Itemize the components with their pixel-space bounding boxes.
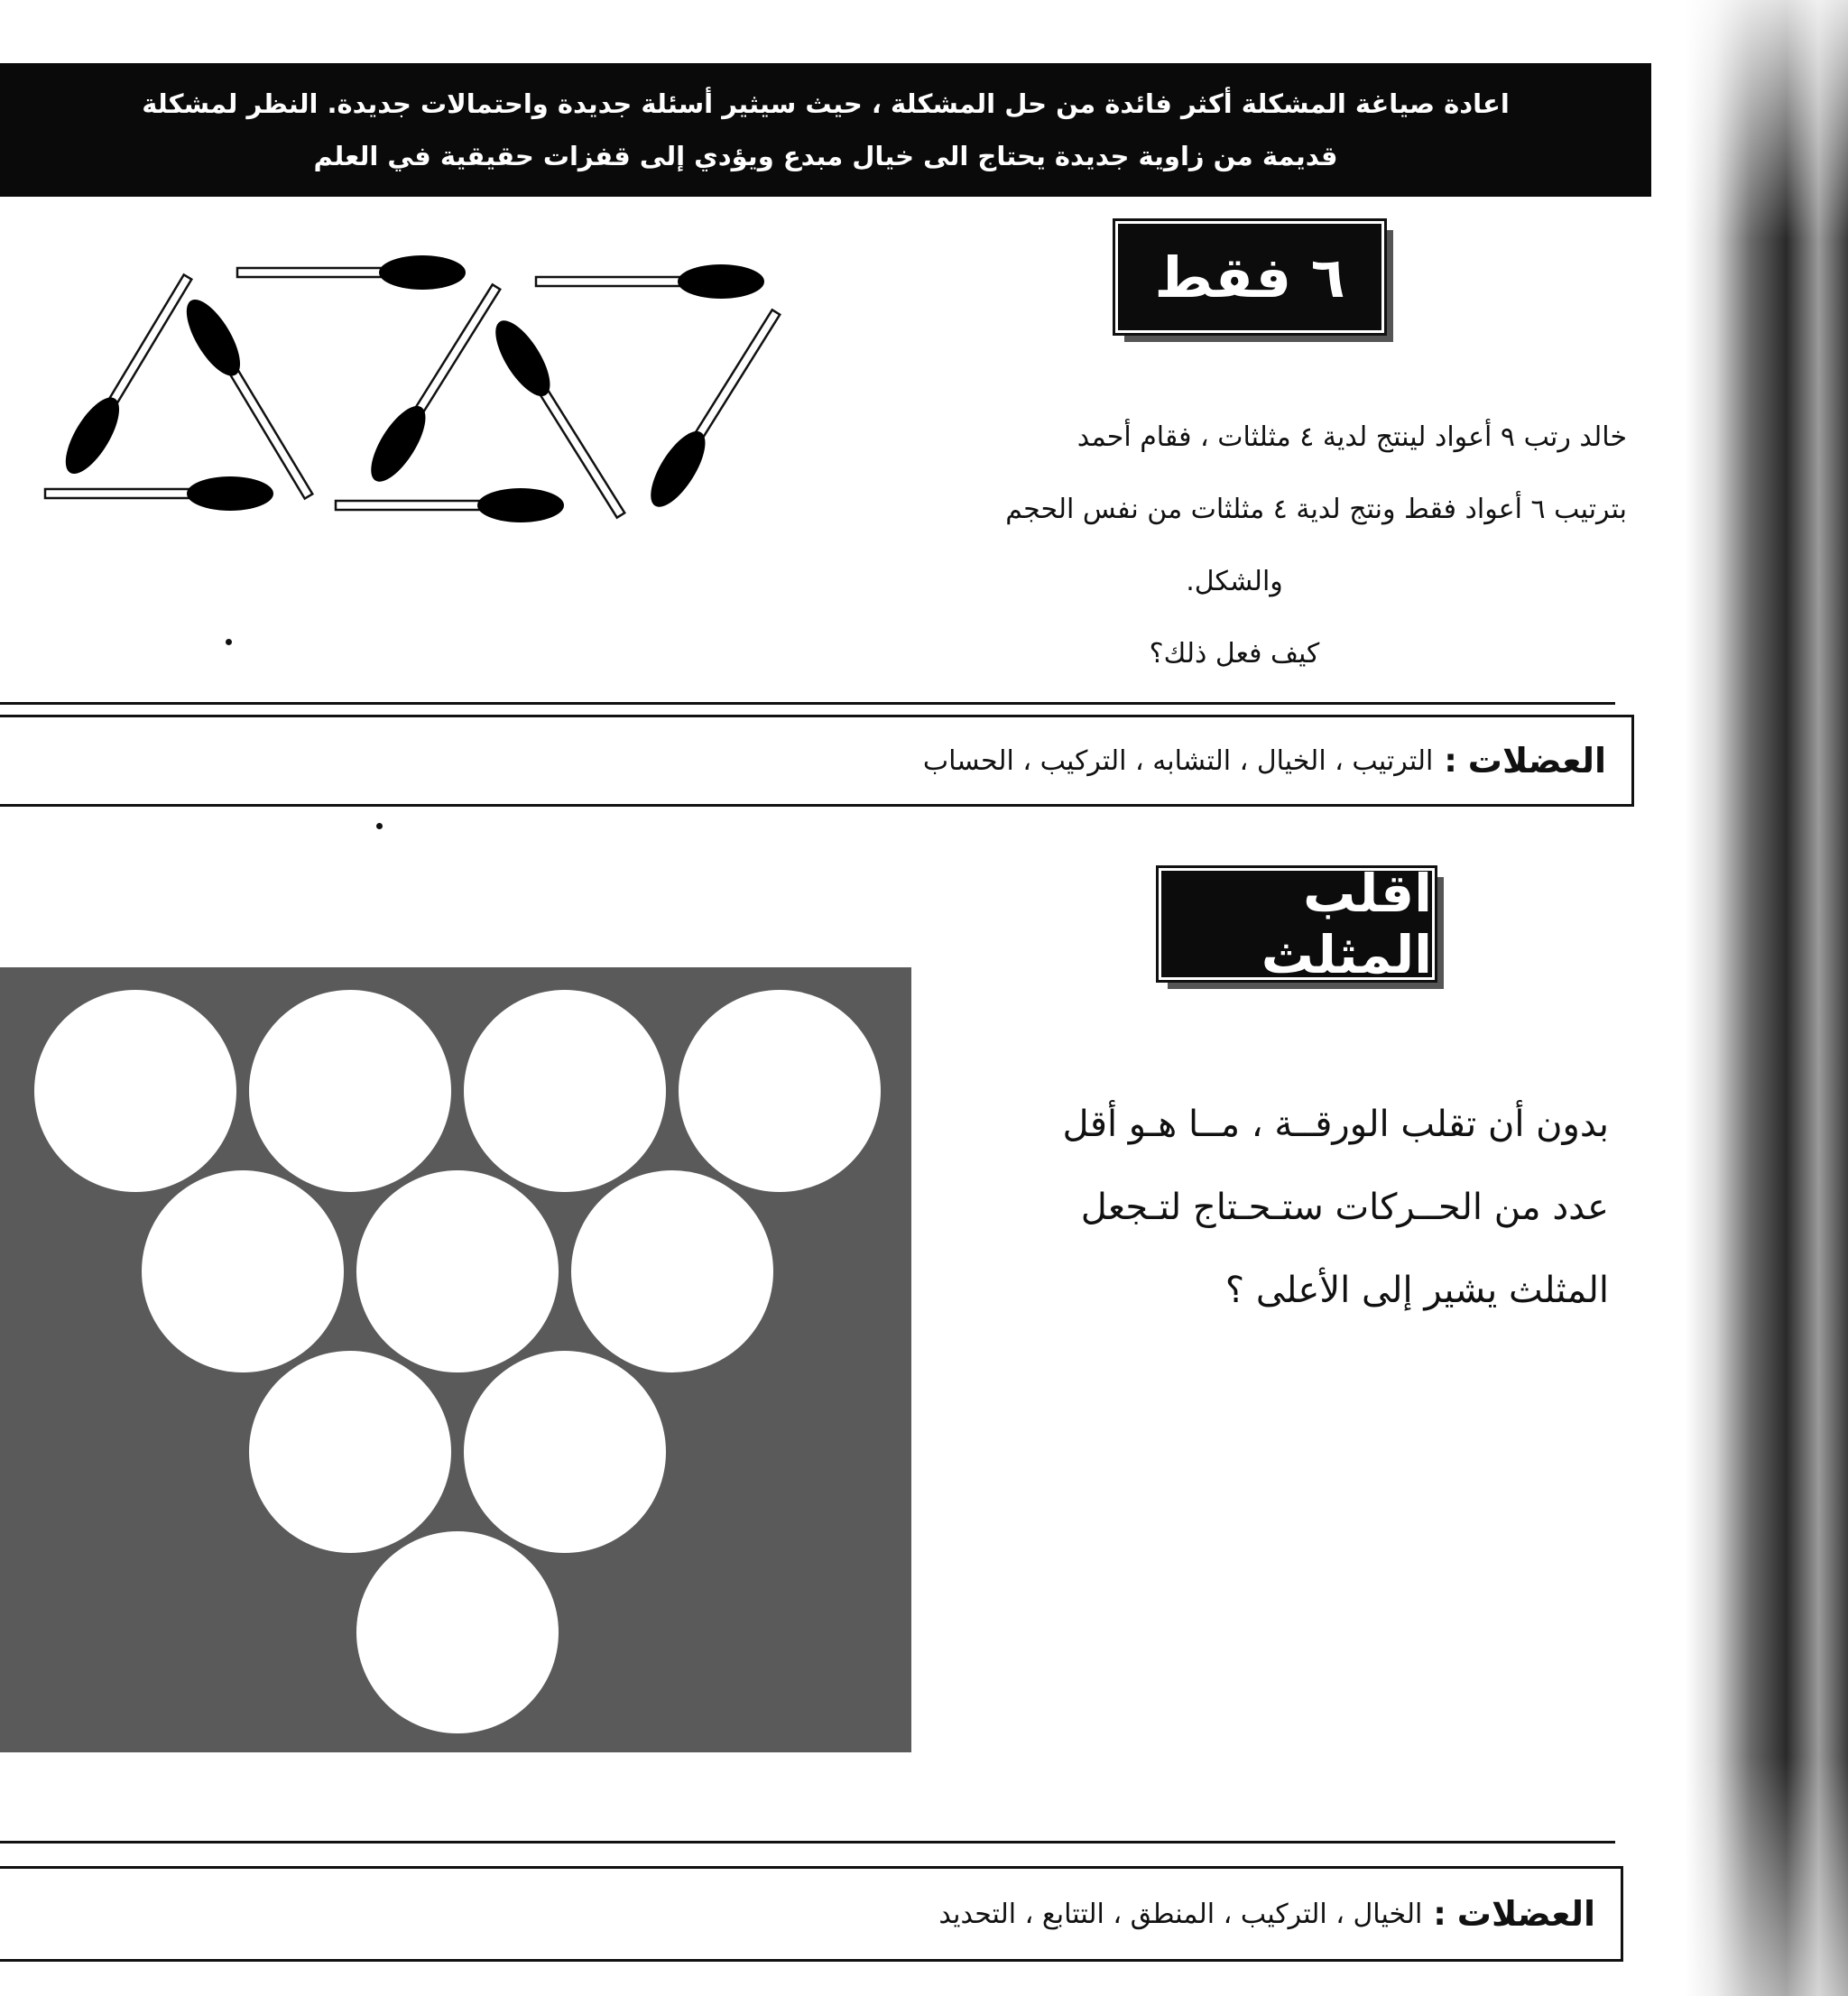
banner-line-2: قديمة من زاوية جديدة يحتاج الى خيال مبدع ويؤدي إلى قفزات حقيقية في العلم (313, 141, 1338, 171)
circle-coin (464, 990, 666, 1192)
matchsticks-figure (18, 244, 812, 541)
muscles-separator: : (1444, 742, 1457, 780)
puzzle1-question: كيف فعل ذلك؟ (1149, 638, 1320, 670)
matchstick-4 (237, 255, 466, 290)
circle-coin (464, 1351, 666, 1553)
circle-coin (34, 990, 236, 1192)
page-edge-fade (1686, 0, 1848, 1996)
print-speck (376, 823, 383, 829)
puzzle1-line-3: والشكل. (1186, 566, 1283, 597)
muscles-skills: الترتيب ، الخيال ، التشابه ، التركيب ، الحساب (922, 744, 1434, 777)
print-speck (226, 639, 232, 645)
puzzle2-line-3: المثلث يشير إلى الأعلى ؟ (1224, 1270, 1609, 1311)
puzzle1-line-1: خالد رتب ٩ أعواد لينتج لدية ٤ مثلثات ، فقام أحمد (1076, 421, 1627, 453)
muscles-label: العضلات (1456, 1894, 1595, 1934)
puzzle1-line-2: بترتيب ٦ أعواد فقط ونتج لدية ٤ مثلثات من نفس الحجم (1005, 494, 1627, 525)
puzzle1-muscles-box (0, 715, 1634, 807)
muscles-separator: : (1433, 1895, 1446, 1933)
circle-coin (571, 1170, 773, 1372)
circle-coin (249, 990, 451, 1192)
puzzle1-title: ٦ فقط (1115, 221, 1384, 333)
circles-triangle-panel (0, 967, 911, 1752)
puzzle1-description (860, 402, 1627, 690)
separator-line (0, 1841, 1615, 1844)
circle-coin (356, 1170, 559, 1372)
muscles-label: العضلات (1467, 741, 1606, 781)
matchstick-5 (361, 278, 511, 490)
intro-banner (0, 63, 1651, 197)
puzzle2-muscles-box (0, 1866, 1623, 1962)
puzzle2-description (1031, 1083, 1609, 1332)
circle-coin (142, 1170, 344, 1372)
puzzle2-line-2: عدد من الحــركات ستـحـتاج لتـجعل (1080, 1187, 1609, 1228)
matchstick-7 (536, 264, 764, 299)
banner-line-1: اعادة صياغة المشكلة أكثر فائدة من حل المشكلة ، حيث سيثير أسئلة جديدة واحتمالات جديدة. النظر لمشكلة (142, 88, 1510, 119)
matchstick-2 (176, 291, 323, 504)
matchstick-6 (336, 488, 564, 522)
matchstick-3 (45, 476, 273, 511)
muscles-skills: الخيال ، التركيب ، المنطق ، التتابع ، التحديد (938, 1898, 1423, 1930)
puzzle2-line-1: بدون أن تقلب الورقــة ، مــا هـو أقل (1062, 1104, 1609, 1145)
matchstick-9 (641, 303, 790, 515)
circle-coin (249, 1351, 451, 1553)
circle-coin (356, 1531, 559, 1733)
matchstick-1 (55, 268, 202, 481)
circle-coin (679, 990, 881, 1192)
puzzle2-title: اقلب المثلث (1159, 868, 1435, 980)
separator-line (0, 702, 1615, 705)
